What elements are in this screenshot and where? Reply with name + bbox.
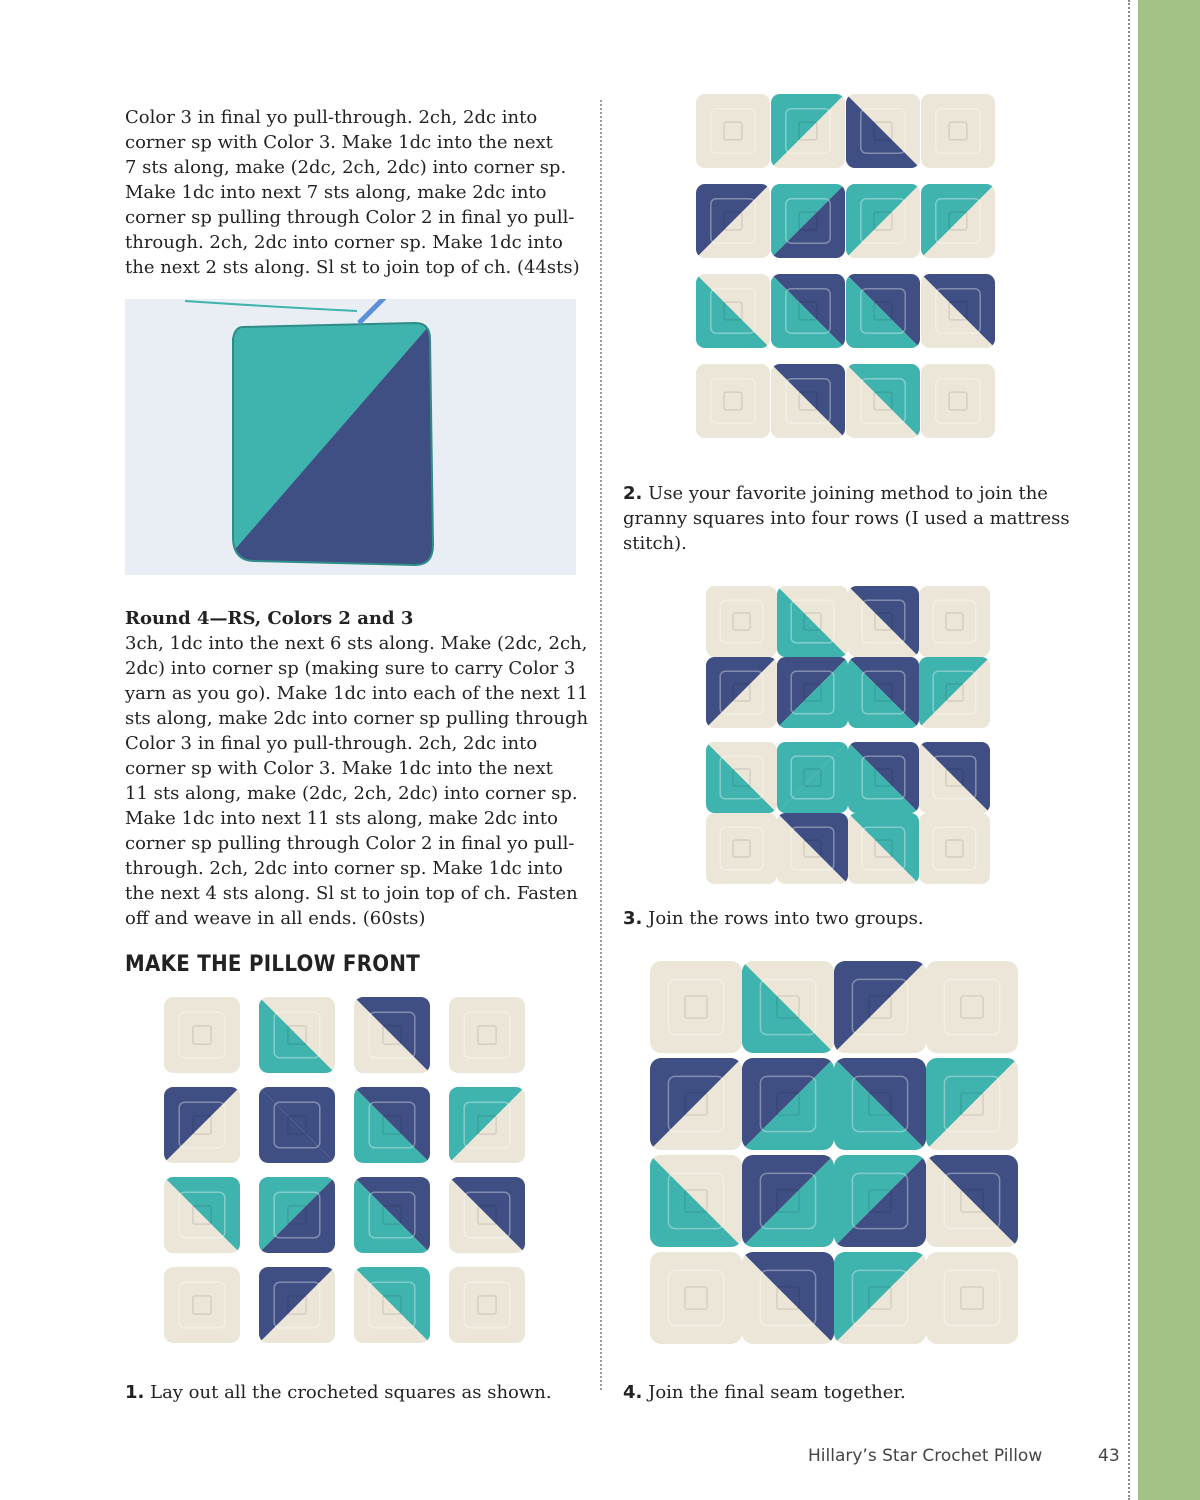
crochet-square — [926, 1155, 1018, 1247]
text-line: Join the rows into two groups. — [648, 908, 924, 929]
crochet-square — [834, 1155, 926, 1247]
text-line: Join the final seam together. — [648, 1382, 906, 1403]
crochet-square — [696, 274, 770, 348]
single-square-photo — [125, 299, 576, 575]
sidebar-color-band — [1138, 0, 1200, 1500]
crochet-square — [921, 94, 995, 168]
crochet-square — [846, 184, 920, 258]
text-line: Color 3 in final yo pull-through. 2ch, 2dc into — [125, 733, 538, 754]
crochet-square — [926, 1058, 1018, 1150]
step-number: 2. — [623, 483, 643, 504]
crochet-square — [834, 1058, 926, 1150]
crochet-square — [706, 813, 777, 884]
crochet-square — [696, 184, 770, 258]
crochet-square — [834, 961, 926, 1053]
crochet-square — [834, 1252, 926, 1344]
crochet-square — [777, 657, 848, 728]
crochet-square — [164, 1267, 240, 1343]
crochet-square — [164, 997, 240, 1073]
text-line: corner sp with Color 3. Make 1dc into the next — [125, 132, 553, 153]
crochet-square — [449, 1087, 525, 1163]
text-line: stitch). — [623, 533, 687, 554]
crochet-square — [742, 1058, 834, 1150]
intro-paragraph — [125, 105, 590, 280]
crochet-square — [771, 274, 845, 348]
text-line: Use your favorite joining method to join the — [648, 483, 1048, 504]
four-rows-photo — [694, 92, 998, 444]
step-1-caption — [125, 1380, 590, 1405]
crochet-square — [919, 742, 990, 813]
step-3-caption — [623, 906, 1093, 931]
crochet-square — [919, 813, 990, 884]
text-line: off and weave in all ends. (60sts) — [125, 908, 426, 929]
text-line: the next 4 sts along. Sl st to join top of ch. Fasten — [125, 883, 578, 904]
crochet-square — [848, 742, 919, 813]
crochet-square — [650, 1058, 742, 1150]
text-line: yarn as you go). Make 1dc into each of the next 11 — [125, 683, 589, 704]
crochet-square — [259, 1087, 335, 1163]
text-line: 2dc) into corner sp (making sure to carry Color 3 — [125, 658, 576, 679]
finished-star-photo — [648, 957, 1020, 1355]
round-4-section — [125, 606, 590, 931]
text-line: 7 sts along, make (2dc, 2ch, 2dc) into corner sp. — [125, 157, 567, 178]
text-line: corner sp pulling through Color 2 in final yo pull- — [125, 833, 575, 854]
crochet-square — [771, 184, 845, 258]
text-line: Color 3 in final yo pull-through. 2ch, 2dc into — [125, 107, 538, 128]
crochet-square — [696, 364, 770, 438]
text-line: Make 1dc into next 11 sts along, make 2dc into — [125, 808, 558, 829]
crochet-square — [259, 1177, 335, 1253]
text-line: through. 2ch, 2dc into corner sp. Make 1dc into — [125, 858, 563, 879]
crochet-square — [777, 742, 848, 813]
crochet-square — [921, 274, 995, 348]
crochet-square — [742, 1252, 834, 1344]
squares-layout-photo — [160, 995, 530, 1345]
text-line: Lay out all the crocheted squares as shown. — [150, 1382, 552, 1403]
crochet-square — [706, 742, 777, 813]
text-line: corner sp pulling through Color 2 in final yo pull- — [125, 207, 575, 228]
footer-title: Hillary’s Star Crochet Pillow — [808, 1446, 1043, 1466]
crochet-square — [449, 1267, 525, 1343]
page-number: 43 — [1098, 1446, 1120, 1466]
crochet-square — [926, 961, 1018, 1053]
text-line: through. 2ch, 2dc into corner sp. Make 1dc into — [125, 232, 563, 253]
text-line: the next 2 sts along. Sl st to join top of ch. (44sts) — [125, 257, 580, 278]
crochet-square — [706, 586, 777, 657]
crochet-square — [354, 1087, 430, 1163]
two-groups-photo — [704, 584, 994, 888]
text-line: 11 sts along, make (2dc, 2ch, 2dc) into corner sp. — [125, 783, 578, 804]
step-number: 3. — [623, 908, 643, 929]
crochet-square — [926, 1252, 1018, 1344]
crochet-square — [919, 657, 990, 728]
crochet-square — [848, 586, 919, 657]
crochet-square — [848, 813, 919, 884]
crochet-square — [164, 1177, 240, 1253]
step-number: 1. — [125, 1382, 145, 1403]
crochet-square — [354, 1177, 430, 1253]
text-line: 3ch, 1dc into the next 6 sts along. Make (2dc, 2ch, — [125, 633, 588, 654]
sidebar-dotted-rule — [1128, 0, 1130, 1500]
crochet-square — [449, 997, 525, 1073]
text-line: corner sp with Color 3. Make 1dc into the next — [125, 758, 553, 779]
crochet-square — [846, 274, 920, 348]
crochet-square — [848, 657, 919, 728]
crochet-square — [354, 997, 430, 1073]
crochet-square — [650, 1252, 742, 1344]
crochet-square — [164, 1087, 240, 1163]
crochet-square — [259, 1267, 335, 1343]
crochet-square — [846, 94, 920, 168]
crochet-square — [449, 1177, 525, 1253]
step-number: 4. — [623, 1382, 643, 1403]
round-4-heading: Round 4—RS, Colors 2 and 3 — [125, 608, 414, 629]
text-line: sts along, make 2dc into corner sp pulling through — [125, 708, 589, 729]
crochet-square — [696, 94, 770, 168]
column-dotted-rule — [600, 100, 602, 1390]
step-2-caption — [623, 481, 1093, 556]
crochet-square — [742, 1155, 834, 1247]
step-4-caption — [623, 1380, 1093, 1405]
crochet-square — [771, 94, 845, 168]
crochet-square — [650, 1155, 742, 1247]
crochet-square — [921, 184, 995, 258]
crochet-square — [771, 364, 845, 438]
text-line: Make 1dc into next 7 sts along, make 2dc into — [125, 182, 547, 203]
crochet-square — [777, 586, 848, 657]
crochet-square — [919, 586, 990, 657]
section-heading: MAKE THE PILLOW FRONT — [125, 952, 421, 977]
crochet-square — [846, 364, 920, 438]
crochet-square — [706, 657, 777, 728]
text-line: granny squares into four rows (I used a mattress — [623, 508, 1070, 529]
crochet-square — [259, 997, 335, 1073]
crochet-square — [650, 961, 742, 1053]
crochet-square — [921, 364, 995, 438]
crochet-square — [354, 1267, 430, 1343]
crochet-square — [742, 961, 834, 1053]
crochet-square — [777, 813, 848, 884]
